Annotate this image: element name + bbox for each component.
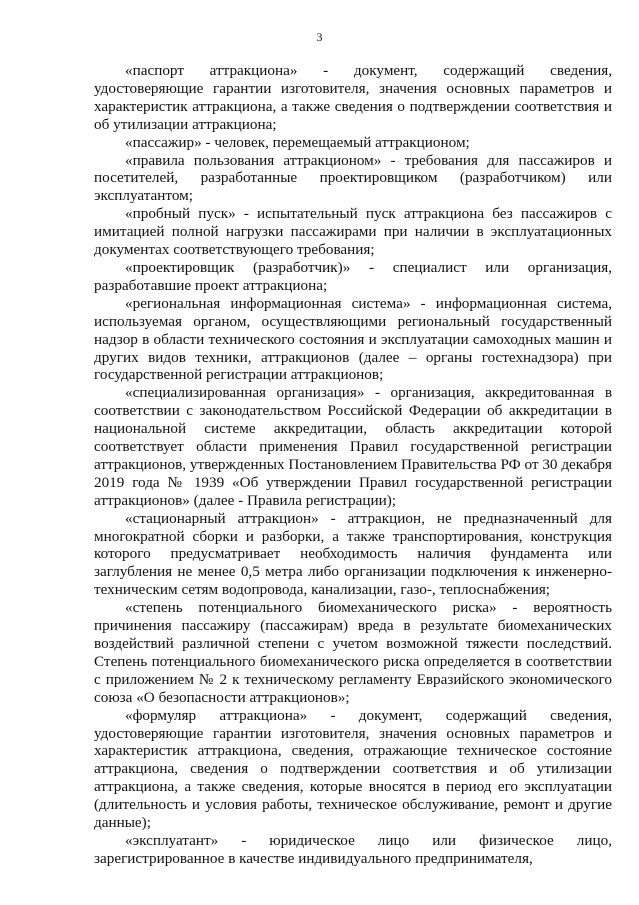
page-number: 3 — [316, 30, 323, 44]
definition-paragraph: «специализированная организация» - организация, аккредитованная в соответствии с законодательством Российской Федерации об аккредитации в национальной системе аккредитации, область аккредитации которой соответствует области применения Правил государственной регистрации аттракционов, утвержденных Постановлением Правительства РФ от 30 декабря 2019 года № 1939 «Об утверждении Правил государственной регистрации аттракционов» (далее - Правила регистрации); — [94, 384, 612, 509]
definition-paragraph: «паспорт аттракциона» - документ, содержащий сведения, удостоверяющие гарантии изготовителя, значения основных параметров и характеристик аттракциона, а также сведения о подтверждении соответствия и об утилизации аттракциона; — [94, 62, 612, 133]
definition-paragraph: «формуляр аттракциона» - документ, содержащий сведения, удостоверяющие гарантии изготовителя, значения основных параметров и характеристик аттракциона, сведения, отражающие техническое состояние аттракциона, сведения о подтверждении соответствия и об утилизации аттракциона, а также сведения, которые вносятся в период его эксплуатации (длительность и условия работы, техническое обслуживание, ремонт и другие данные); — [94, 706, 612, 832]
definition-paragraph: «региональная информационная система» - информационная система, используемая органом, осуществляющими региональный государственный надзор в области технического состояния и эксплуатации самоходных машин и других видов техники, аттракционов (далее – органы гостехнадзора) при государственной регистрации аттракционов; — [94, 294, 612, 384]
definition-paragraph: «степень потенциального биомеханического риска» - вероятность причинения пассажиру (пассажирам) вреда в результате биомеханических воздействий различной степени с учетом возможной тяжести последствий. Степень потенциального биомеханического риска определяется в соответствии с приложением № 2 к техническому регламенту Евразийского экономического союза «О безопасности аттракционов»; — [94, 599, 612, 706]
definition-paragraph: «правила пользования аттракционом» - требования для пассажиров и посетителей, разработанные проектировщиком (разработчиком) или эксплуатантом; — [94, 151, 612, 205]
definition-paragraph: «проектировщик (разработчик)» - специалист или организация, разработавшие проект аттракциона; — [94, 258, 612, 294]
definition-paragraph: «эксплуатант» - юридическое лицо или физическое лицо, зарегистрированное в качестве индивидуального предпринимателя, — [94, 831, 612, 867]
definition-paragraph: «пассажир» - человек, перемещаемый аттракционом; — [125, 133, 470, 151]
definition-paragraph: «пробный пуск» - испытательный пуск аттракциона без пассажиров с имитацией полной нагрузки пассажирами при наличии в эксплуатационных документах соответствующего требования; — [94, 205, 612, 259]
definition-paragraph: «стационарный аттракцион» - аттракцион, не предназначенный для многократной сборки и разборки, а также транспортирования, конструкция которого предусматривает необходимость наличия фундамента или заглубления не менее 0,5 метра либо организации подключения к инженерно-техническим сетям водопровода, канализации, газо-, теплоснабжения; — [94, 509, 612, 599]
document-body — [94, 62, 612, 868]
